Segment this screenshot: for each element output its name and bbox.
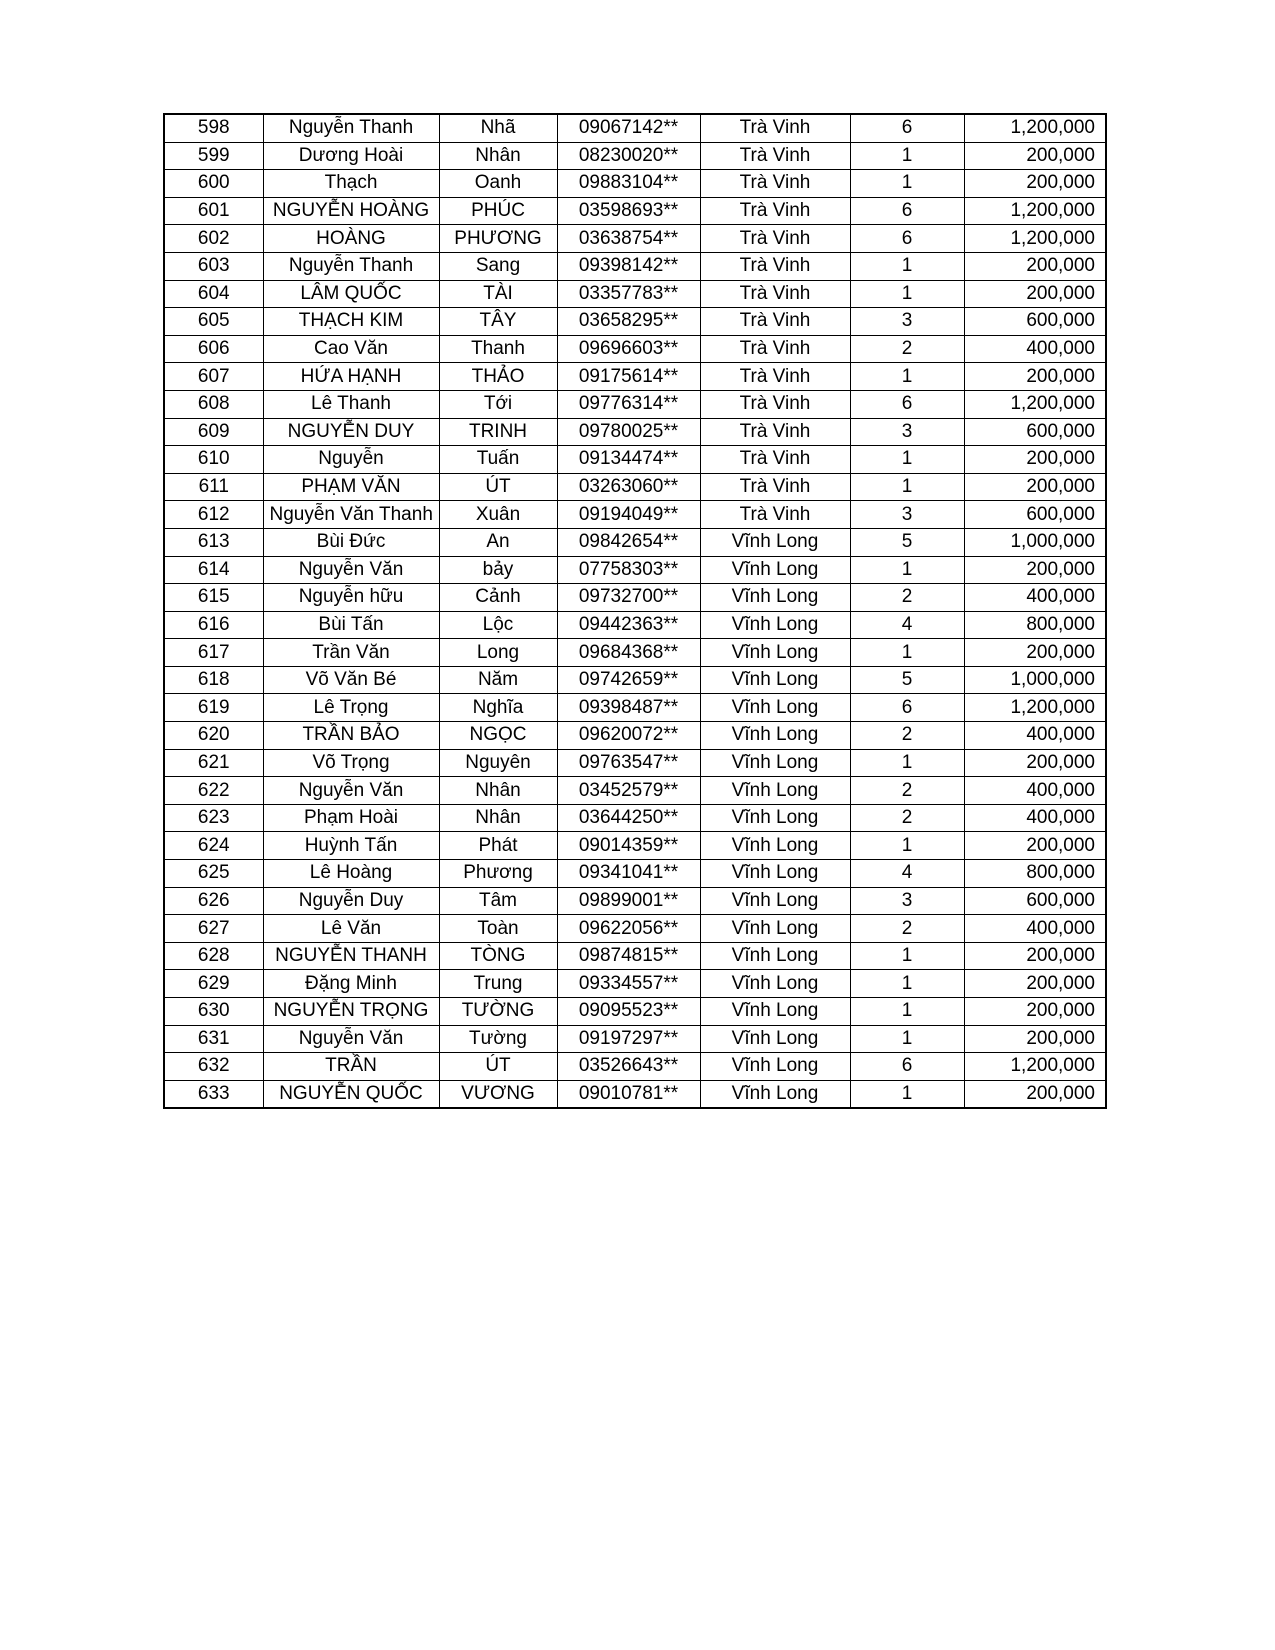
table-row <box>164 832 1106 860</box>
given-name-cell: Phương <box>439 860 557 888</box>
phone-cell: 03263060** <box>557 473 700 501</box>
row-number-cell: 630 <box>164 998 263 1026</box>
row-number-cell: 633 <box>164 1080 263 1108</box>
row-number-cell: 624 <box>164 832 263 860</box>
amount-cell: 600,000 <box>964 308 1106 336</box>
quantity-cell: 6 <box>850 1053 964 1081</box>
province-cell: Vĩnh Long <box>700 777 850 805</box>
province-cell: Vĩnh Long <box>700 887 850 915</box>
quantity-cell: 3 <box>850 308 964 336</box>
phone-cell: 09197297** <box>557 1025 700 1053</box>
row-number-cell: 601 <box>164 197 263 225</box>
table-row <box>164 556 1106 584</box>
amount-cell: 1,200,000 <box>964 225 1106 253</box>
amount-cell: 200,000 <box>964 942 1106 970</box>
quantity-cell: 1 <box>850 1080 964 1108</box>
phone-cell: 09341041** <box>557 860 700 888</box>
surname-cell: Phạm Hoài <box>263 804 439 832</box>
quantity-cell: 2 <box>850 804 964 832</box>
phone-cell: 09095523** <box>557 998 700 1026</box>
province-cell: Vĩnh Long <box>700 1025 850 1053</box>
amount-cell: 400,000 <box>964 722 1106 750</box>
amount-cell: 400,000 <box>964 335 1106 363</box>
table-row <box>164 666 1106 694</box>
phone-cell: 03658295** <box>557 308 700 336</box>
table-row <box>164 252 1106 280</box>
phone-cell: 09842654** <box>557 528 700 556</box>
row-number-cell: 632 <box>164 1053 263 1081</box>
province-cell: Trà Vinh <box>700 335 850 363</box>
quantity-cell: 1 <box>850 142 964 170</box>
phone-cell: 03638754** <box>557 225 700 253</box>
given-name-cell: Cảnh <box>439 584 557 612</box>
table-row <box>164 225 1106 253</box>
given-name-cell: ÚT <box>439 1053 557 1081</box>
given-name-cell: Nhân <box>439 777 557 805</box>
quantity-cell: 3 <box>850 501 964 529</box>
table-row <box>164 942 1106 970</box>
phone-cell: 03598693** <box>557 197 700 225</box>
row-number-cell: 611 <box>164 473 263 501</box>
given-name-cell: Năm <box>439 666 557 694</box>
recipient-table <box>163 113 1107 1109</box>
province-cell: Vĩnh Long <box>700 611 850 639</box>
row-number-cell: 622 <box>164 777 263 805</box>
phone-cell: 09622056** <box>557 915 700 943</box>
table-row <box>164 170 1106 198</box>
amount-cell: 1,200,000 <box>964 390 1106 418</box>
surname-cell: Lê Trọng <box>263 694 439 722</box>
given-name-cell: Nhã <box>439 114 557 142</box>
province-cell: Trà Vinh <box>700 363 850 391</box>
quantity-cell: 1 <box>850 749 964 777</box>
quantity-cell: 6 <box>850 197 964 225</box>
amount-cell: 200,000 <box>964 142 1106 170</box>
surname-cell: Nguyễn Văn Thanh <box>263 501 439 529</box>
quantity-cell: 1 <box>850 970 964 998</box>
province-cell: Trà Vinh <box>700 446 850 474</box>
province-cell: Trà Vinh <box>700 418 850 446</box>
surname-cell: TRẦN <box>263 1053 439 1081</box>
given-name-cell: Nhân <box>439 142 557 170</box>
phone-cell: 09134474** <box>557 446 700 474</box>
surname-cell: NGUYỄN THANH <box>263 942 439 970</box>
phone-cell: 09763547** <box>557 749 700 777</box>
row-number-cell: 625 <box>164 860 263 888</box>
row-number-cell: 612 <box>164 501 263 529</box>
given-name-cell: Nghĩa <box>439 694 557 722</box>
province-cell: Vĩnh Long <box>700 832 850 860</box>
phone-cell: 09398487** <box>557 694 700 722</box>
surname-cell: Lê Văn <box>263 915 439 943</box>
row-number-cell: 621 <box>164 749 263 777</box>
phone-cell: 03526643** <box>557 1053 700 1081</box>
phone-cell: 09742659** <box>557 666 700 694</box>
phone-cell: 09010781** <box>557 1080 700 1108</box>
table-row <box>164 390 1106 418</box>
amount-cell: 1,000,000 <box>964 666 1106 694</box>
surname-cell: Nguyễn Thanh <box>263 252 439 280</box>
table-row <box>164 446 1106 474</box>
phone-cell: 09684368** <box>557 639 700 667</box>
table-row <box>164 418 1106 446</box>
row-number-cell: 617 <box>164 639 263 667</box>
row-number-cell: 631 <box>164 1025 263 1053</box>
province-cell: Vĩnh Long <box>700 666 850 694</box>
given-name-cell: TÒNG <box>439 942 557 970</box>
given-name-cell: Lộc <box>439 611 557 639</box>
province-cell: Vĩnh Long <box>700 804 850 832</box>
surname-cell: Nguyễn hữu <box>263 584 439 612</box>
surname-cell: Nguyễn Duy <box>263 887 439 915</box>
phone-cell: 09014359** <box>557 832 700 860</box>
table-row <box>164 777 1106 805</box>
table-row <box>164 501 1106 529</box>
row-number-cell: 606 <box>164 335 263 363</box>
row-number-cell: 613 <box>164 528 263 556</box>
given-name-cell: TRINH <box>439 418 557 446</box>
amount-cell: 200,000 <box>964 749 1106 777</box>
province-cell: Trà Vinh <box>700 142 850 170</box>
amount-cell: 400,000 <box>964 777 1106 805</box>
surname-cell: Dương Hoài <box>263 142 439 170</box>
table-row <box>164 142 1106 170</box>
amount-cell: 200,000 <box>964 970 1106 998</box>
surname-cell: TRẦN BẢO <box>263 722 439 750</box>
table-row <box>164 363 1106 391</box>
table-row <box>164 694 1106 722</box>
quantity-cell: 2 <box>850 335 964 363</box>
province-cell: Trà Vinh <box>700 280 850 308</box>
row-number-cell: 614 <box>164 556 263 584</box>
given-name-cell: PHƯƠNG <box>439 225 557 253</box>
table-row <box>164 887 1106 915</box>
amount-cell: 600,000 <box>964 418 1106 446</box>
quantity-cell: 1 <box>850 473 964 501</box>
province-cell: Vĩnh Long <box>700 556 850 584</box>
table-row <box>164 998 1106 1026</box>
table-row <box>164 611 1106 639</box>
given-name-cell: Tâm <box>439 887 557 915</box>
province-cell: Trà Vinh <box>700 501 850 529</box>
quantity-cell: 5 <box>850 528 964 556</box>
row-number-cell: 615 <box>164 584 263 612</box>
given-name-cell: bảy <box>439 556 557 584</box>
quantity-cell: 3 <box>850 887 964 915</box>
surname-cell: NGUYỄN QUỐC <box>263 1080 439 1108</box>
surname-cell: Võ Trọng <box>263 749 439 777</box>
surname-cell: Nguyễn Thanh <box>263 114 439 142</box>
amount-cell: 1,200,000 <box>964 694 1106 722</box>
surname-cell: Trần Văn <box>263 639 439 667</box>
quantity-cell: 2 <box>850 777 964 805</box>
table-row <box>164 722 1106 750</box>
surname-cell: Đặng Minh <box>263 970 439 998</box>
given-name-cell: NGỌC <box>439 722 557 750</box>
surname-cell: Nguyễn Văn <box>263 556 439 584</box>
surname-cell: Bùi Đức <box>263 528 439 556</box>
quantity-cell: 1 <box>850 832 964 860</box>
surname-cell: Bùi Tấn <box>263 611 439 639</box>
quantity-cell: 6 <box>850 694 964 722</box>
province-cell: Vĩnh Long <box>700 860 850 888</box>
row-number-cell: 623 <box>164 804 263 832</box>
surname-cell: NGUYỄN TRỌNG <box>263 998 439 1026</box>
province-cell: Trà Vinh <box>700 197 850 225</box>
row-number-cell: 609 <box>164 418 263 446</box>
row-number-cell: 629 <box>164 970 263 998</box>
phone-cell: 08230020** <box>557 142 700 170</box>
amount-cell: 200,000 <box>964 363 1106 391</box>
amount-cell: 1,200,000 <box>964 197 1106 225</box>
phone-cell: 09899001** <box>557 887 700 915</box>
given-name-cell: Oanh <box>439 170 557 198</box>
given-name-cell: Thanh <box>439 335 557 363</box>
amount-cell: 400,000 <box>964 584 1106 612</box>
row-number-cell: 607 <box>164 363 263 391</box>
province-cell: Vĩnh Long <box>700 915 850 943</box>
amount-cell: 400,000 <box>964 804 1106 832</box>
amount-cell: 200,000 <box>964 446 1106 474</box>
table-row <box>164 528 1106 556</box>
amount-cell: 200,000 <box>964 556 1106 584</box>
quantity-cell: 4 <box>850 611 964 639</box>
phone-cell: 07758303** <box>557 556 700 584</box>
table-row <box>164 1053 1106 1081</box>
province-cell: Trà Vinh <box>700 225 850 253</box>
quantity-cell: 1 <box>850 556 964 584</box>
amount-cell: 200,000 <box>964 170 1106 198</box>
row-number-cell: 599 <box>164 142 263 170</box>
province-cell: Vĩnh Long <box>700 749 850 777</box>
given-name-cell: Toàn <box>439 915 557 943</box>
table-row <box>164 1025 1106 1053</box>
given-name-cell: TƯỜNG <box>439 998 557 1026</box>
amount-cell: 600,000 <box>964 501 1106 529</box>
province-cell: Vĩnh Long <box>700 942 850 970</box>
amount-cell: 200,000 <box>964 280 1106 308</box>
given-name-cell: ÚT <box>439 473 557 501</box>
table-row <box>164 308 1106 336</box>
amount-cell: 1,200,000 <box>964 1053 1106 1081</box>
row-number-cell: 608 <box>164 390 263 418</box>
given-name-cell: PHÚC <box>439 197 557 225</box>
table-row <box>164 584 1106 612</box>
row-number-cell: 602 <box>164 225 263 253</box>
given-name-cell: Sang <box>439 252 557 280</box>
given-name-cell: An <box>439 528 557 556</box>
surname-cell: HỨA HẠNH <box>263 363 439 391</box>
province-cell: Vĩnh Long <box>700 970 850 998</box>
given-name-cell: TÂY <box>439 308 557 336</box>
amount-cell: 1,200,000 <box>964 114 1106 142</box>
surname-cell: Võ Văn Bé <box>263 666 439 694</box>
given-name-cell: Nhân <box>439 804 557 832</box>
quantity-cell: 3 <box>850 418 964 446</box>
province-cell: Vĩnh Long <box>700 639 850 667</box>
row-number-cell: 620 <box>164 722 263 750</box>
surname-cell: Lê Thanh <box>263 390 439 418</box>
phone-cell: 09620072** <box>557 722 700 750</box>
phone-cell: 03357783** <box>557 280 700 308</box>
quantity-cell: 1 <box>850 639 964 667</box>
quantity-cell: 6 <box>850 390 964 418</box>
amount-cell: 200,000 <box>964 639 1106 667</box>
table-row <box>164 804 1106 832</box>
given-name-cell: Trung <box>439 970 557 998</box>
surname-cell: Nguyễn Văn <box>263 777 439 805</box>
province-cell: Vĩnh Long <box>700 1053 850 1081</box>
quantity-cell: 1 <box>850 252 964 280</box>
given-name-cell: Long <box>439 639 557 667</box>
given-name-cell: Phát <box>439 832 557 860</box>
table-row <box>164 114 1106 142</box>
surname-cell: Thạch <box>263 170 439 198</box>
phone-cell: 09883104** <box>557 170 700 198</box>
quantity-cell: 2 <box>850 584 964 612</box>
quantity-cell: 1 <box>850 170 964 198</box>
given-name-cell: VƯƠNG <box>439 1080 557 1108</box>
province-cell: Trà Vinh <box>700 252 850 280</box>
phone-cell: 09334557** <box>557 970 700 998</box>
row-number-cell: 598 <box>164 114 263 142</box>
table-row <box>164 1080 1106 1108</box>
row-number-cell: 619 <box>164 694 263 722</box>
province-cell: Trà Vinh <box>700 473 850 501</box>
phone-cell: 09067142** <box>557 114 700 142</box>
given-name-cell: TÀI <box>439 280 557 308</box>
quantity-cell: 1 <box>850 363 964 391</box>
given-name-cell: Tường <box>439 1025 557 1053</box>
table-row <box>164 197 1106 225</box>
phone-cell: 09874815** <box>557 942 700 970</box>
table-row <box>164 915 1106 943</box>
phone-cell: 09398142** <box>557 252 700 280</box>
amount-cell: 200,000 <box>964 998 1106 1026</box>
surname-cell: HOÀNG <box>263 225 439 253</box>
province-cell: Vĩnh Long <box>700 1080 850 1108</box>
amount-cell: 600,000 <box>964 887 1106 915</box>
table-row <box>164 335 1106 363</box>
amount-cell: 200,000 <box>964 1080 1106 1108</box>
province-cell: Vĩnh Long <box>700 528 850 556</box>
surname-cell: NGUYỄN HOÀNG <box>263 197 439 225</box>
row-number-cell: 616 <box>164 611 263 639</box>
surname-cell: LÂM QUỐC <box>263 280 439 308</box>
surname-cell: PHẠM VĂN <box>263 473 439 501</box>
phone-cell: 09732700** <box>557 584 700 612</box>
table-row <box>164 473 1106 501</box>
table-row <box>164 860 1106 888</box>
surname-cell: Nguyễn Văn <box>263 1025 439 1053</box>
quantity-cell: 1 <box>850 998 964 1026</box>
quantity-cell: 1 <box>850 1025 964 1053</box>
province-cell: Trà Vinh <box>700 170 850 198</box>
table-row <box>164 749 1106 777</box>
amount-cell: 800,000 <box>964 611 1106 639</box>
row-number-cell: 604 <box>164 280 263 308</box>
row-number-cell: 627 <box>164 915 263 943</box>
table-row <box>164 639 1106 667</box>
province-cell: Trà Vinh <box>700 390 850 418</box>
surname-cell: THẠCH KIM <box>263 308 439 336</box>
amount-cell: 200,000 <box>964 473 1106 501</box>
table-row <box>164 280 1106 308</box>
amount-cell: 200,000 <box>964 832 1106 860</box>
phone-cell: 09696603** <box>557 335 700 363</box>
quantity-cell: 5 <box>850 666 964 694</box>
phone-cell: 03644250** <box>557 804 700 832</box>
surname-cell: Huỳnh Tấn <box>263 832 439 860</box>
phone-cell: 09776314** <box>557 390 700 418</box>
quantity-cell: 2 <box>850 915 964 943</box>
amount-cell: 800,000 <box>964 860 1106 888</box>
quantity-cell: 6 <box>850 114 964 142</box>
amount-cell: 1,000,000 <box>964 528 1106 556</box>
phone-cell: 09175614** <box>557 363 700 391</box>
row-number-cell: 628 <box>164 942 263 970</box>
row-number-cell: 603 <box>164 252 263 280</box>
given-name-cell: Nguyên <box>439 749 557 777</box>
surname-cell: Nguyễn <box>263 446 439 474</box>
table-row <box>164 970 1106 998</box>
row-number-cell: 610 <box>164 446 263 474</box>
amount-cell: 400,000 <box>964 915 1106 943</box>
given-name-cell: THẢO <box>439 363 557 391</box>
province-cell: Vĩnh Long <box>700 694 850 722</box>
phone-cell: 09194049** <box>557 501 700 529</box>
province-cell: Vĩnh Long <box>700 584 850 612</box>
province-cell: Trà Vinh <box>700 114 850 142</box>
row-number-cell: 600 <box>164 170 263 198</box>
quantity-cell: 6 <box>850 225 964 253</box>
given-name-cell: Tới <box>439 390 557 418</box>
phone-cell: 09442363** <box>557 611 700 639</box>
quantity-cell: 1 <box>850 942 964 970</box>
phone-cell: 03452579** <box>557 777 700 805</box>
quantity-cell: 4 <box>850 860 964 888</box>
row-number-cell: 626 <box>164 887 263 915</box>
amount-cell: 200,000 <box>964 252 1106 280</box>
surname-cell: Lê Hoàng <box>263 860 439 888</box>
quantity-cell: 2 <box>850 722 964 750</box>
surname-cell: Cao Văn <box>263 335 439 363</box>
row-number-cell: 618 <box>164 666 263 694</box>
row-number-cell: 605 <box>164 308 263 336</box>
table-body <box>164 114 1106 1108</box>
phone-cell: 09780025** <box>557 418 700 446</box>
surname-cell: NGUYỄN DUY <box>263 418 439 446</box>
given-name-cell: Xuân <box>439 501 557 529</box>
amount-cell: 200,000 <box>964 1025 1106 1053</box>
province-cell: Vĩnh Long <box>700 722 850 750</box>
province-cell: Trà Vinh <box>700 308 850 336</box>
given-name-cell: Tuấn <box>439 446 557 474</box>
province-cell: Vĩnh Long <box>700 998 850 1026</box>
quantity-cell: 1 <box>850 446 964 474</box>
quantity-cell: 1 <box>850 280 964 308</box>
